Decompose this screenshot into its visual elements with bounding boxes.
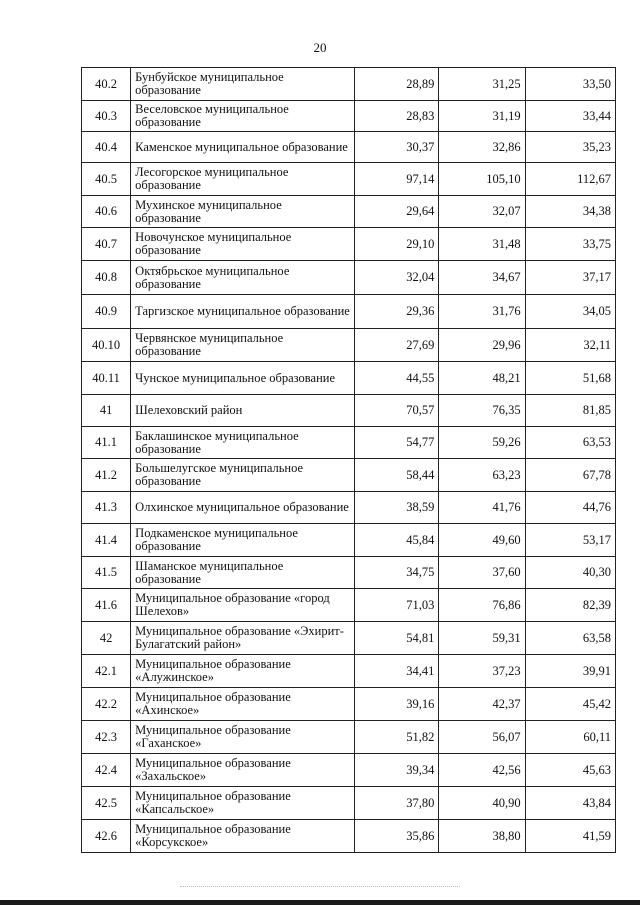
- row-number: 41.5: [82, 557, 131, 589]
- value-3: 44,76: [525, 492, 615, 524]
- value-2: 76,86: [439, 589, 525, 622]
- table-row: [82, 688, 616, 721]
- table-row: [82, 295, 616, 329]
- table-row: [82, 261, 616, 295]
- value-3: 112,67: [525, 163, 615, 196]
- municipality-name: Муниципальное образование «Ахинское»: [131, 688, 355, 721]
- value-1: 71,03: [355, 589, 439, 622]
- table-row: [82, 196, 616, 228]
- value-1: 27,69: [355, 329, 439, 362]
- row-number: 41.6: [82, 589, 131, 622]
- table-row: [82, 820, 616, 853]
- value-3: 63,58: [525, 622, 615, 655]
- value-2: 31,76: [439, 295, 525, 329]
- municipality-name: Муниципальное образование «город Шелехов»: [131, 589, 355, 622]
- value-3: 40,30: [525, 557, 615, 589]
- row-number: 40.10: [82, 329, 131, 362]
- municipality-name: Муниципальное образование «Корсукское»: [131, 820, 355, 853]
- table-row: [82, 492, 616, 524]
- table-row: [82, 362, 616, 395]
- value-3: 60,11: [525, 721, 615, 754]
- value-3: 33,75: [525, 228, 615, 261]
- value-1: 54,77: [355, 427, 439, 459]
- value-1: 34,41: [355, 655, 439, 688]
- row-number: 41: [82, 395, 131, 427]
- value-2: 42,37: [439, 688, 525, 721]
- table-row: [82, 228, 616, 261]
- value-3: 35,23: [525, 132, 615, 163]
- table-row: [82, 655, 616, 688]
- value-3: 67,78: [525, 459, 615, 492]
- municipality-name: Большелугское муниципальное образование: [131, 459, 355, 492]
- value-2: 59,26: [439, 427, 525, 459]
- municipality-name: Чунское муниципальное образование: [131, 362, 355, 395]
- table-row: [82, 557, 616, 589]
- row-number: 40.5: [82, 163, 131, 196]
- value-2: 31,25: [439, 68, 525, 101]
- value-3: 45,63: [525, 754, 615, 787]
- value-3: 41,59: [525, 820, 615, 853]
- municipality-name: Олхинское муниципальное образование: [131, 492, 355, 524]
- municipality-name: Лесогорское муниципальное образование: [131, 163, 355, 196]
- value-1: 70,57: [355, 395, 439, 427]
- municipality-name: Новочунское муниципальное образование: [131, 228, 355, 261]
- value-1: 29,36: [355, 295, 439, 329]
- table-row: [82, 589, 616, 622]
- value-2: 31,19: [439, 101, 525, 132]
- value-3: 32,11: [525, 329, 615, 362]
- row-number: 40.9: [82, 295, 131, 329]
- municipality-name: Бунбуйское муниципальное образование: [131, 68, 355, 101]
- row-number: 40.6: [82, 196, 131, 228]
- value-1: 39,34: [355, 754, 439, 787]
- value-2: 32,86: [439, 132, 525, 163]
- value-2: 49,60: [439, 524, 525, 557]
- municipality-name: Муниципальное образование «Эхирит-Булагатский район»: [131, 622, 355, 655]
- value-3: 81,85: [525, 395, 615, 427]
- value-3: 53,17: [525, 524, 615, 557]
- municipality-name: Муниципальное образование «Алужинское»: [131, 655, 355, 688]
- municipality-name: Муниципальное образование «Захальское»: [131, 754, 355, 787]
- value-2: 48,21: [439, 362, 525, 395]
- row-number: 42.2: [82, 688, 131, 721]
- value-1: 29,64: [355, 196, 439, 228]
- value-1: 51,82: [355, 721, 439, 754]
- value-2: 56,07: [439, 721, 525, 754]
- scan-bottom-edge: [0, 900, 640, 905]
- municipality-name: Баклашинское муниципальное образование: [131, 427, 355, 459]
- value-2: 42,56: [439, 754, 525, 787]
- municipality-name: Шаманское муниципальное образование: [131, 557, 355, 589]
- table-row: [82, 101, 616, 132]
- value-1: 32,04: [355, 261, 439, 295]
- value-3: 82,39: [525, 589, 615, 622]
- value-2: 29,96: [439, 329, 525, 362]
- municipality-name: Таргизское муниципальное образование: [131, 295, 355, 329]
- row-number: 40.8: [82, 261, 131, 295]
- value-1: 38,59: [355, 492, 439, 524]
- municipality-name: Шелеховский район: [131, 395, 355, 427]
- table-row: [82, 721, 616, 754]
- table-row: [82, 395, 616, 427]
- tariff-table: [81, 67, 616, 853]
- table-row: [82, 68, 616, 101]
- page-number: 20: [313, 40, 327, 55]
- row-number: 42.3: [82, 721, 131, 754]
- row-number: 40.4: [82, 132, 131, 163]
- municipality-name: Муниципальное образование «Гаханское»: [131, 721, 355, 754]
- value-1: 37,80: [355, 787, 439, 820]
- table-row: [82, 754, 616, 787]
- row-number: 42.4: [82, 754, 131, 787]
- value-3: 63,53: [525, 427, 615, 459]
- value-3: 51,68: [525, 362, 615, 395]
- municipality-name: Подкаменское муниципальное образование: [131, 524, 355, 557]
- value-2: 32,07: [439, 196, 525, 228]
- value-2: 59,31: [439, 622, 525, 655]
- table-row: [82, 459, 616, 492]
- value-1: 58,44: [355, 459, 439, 492]
- value-1: 29,10: [355, 228, 439, 261]
- table-row: [82, 524, 616, 557]
- value-1: 28,83: [355, 101, 439, 132]
- municipality-name: Червянское муниципальное образование: [131, 329, 355, 362]
- value-2: 37,23: [439, 655, 525, 688]
- value-2: 76,35: [439, 395, 525, 427]
- row-number: 41.1: [82, 427, 131, 459]
- value-3: 34,05: [525, 295, 615, 329]
- row-number: 41.3: [82, 492, 131, 524]
- row-number: 40.3: [82, 101, 131, 132]
- value-2: 105,10: [439, 163, 525, 196]
- row-number: 41.4: [82, 524, 131, 557]
- municipality-name: Октябрьское муниципальное образование: [131, 261, 355, 295]
- value-2: 34,67: [439, 261, 525, 295]
- row-number: 42.5: [82, 787, 131, 820]
- table-row: [82, 329, 616, 362]
- value-2: 41,76: [439, 492, 525, 524]
- value-3: 43,84: [525, 787, 615, 820]
- value-1: 54,81: [355, 622, 439, 655]
- value-2: 38,80: [439, 820, 525, 853]
- table-row: [82, 622, 616, 655]
- municipality-name: Веселовское муниципальное образование: [131, 101, 355, 132]
- row-number: 40.2: [82, 68, 131, 101]
- value-1: 30,37: [355, 132, 439, 163]
- value-3: 45,42: [525, 688, 615, 721]
- table-row: [82, 132, 616, 163]
- value-3: 37,17: [525, 261, 615, 295]
- value-2: 31,48: [439, 228, 525, 261]
- value-1: 44,55: [355, 362, 439, 395]
- value-1: 45,84: [355, 524, 439, 557]
- row-number: 42.1: [82, 655, 131, 688]
- value-3: 39,91: [525, 655, 615, 688]
- value-2: 63,23: [439, 459, 525, 492]
- municipality-name: Муниципальное образование «Капсальское»: [131, 787, 355, 820]
- table-row: [82, 787, 616, 820]
- table-row: [82, 427, 616, 459]
- scan-artifact-line: [180, 885, 460, 887]
- row-number: 42: [82, 622, 131, 655]
- value-1: 97,14: [355, 163, 439, 196]
- row-number: 40.7: [82, 228, 131, 261]
- value-2: 37,60: [439, 557, 525, 589]
- value-1: 28,89: [355, 68, 439, 101]
- value-3: 34,38: [525, 196, 615, 228]
- row-number: 40.11: [82, 362, 131, 395]
- value-3: 33,44: [525, 101, 615, 132]
- municipality-name: Каменское муниципальное образование: [131, 132, 355, 163]
- table-row: [82, 163, 616, 196]
- table-body: [82, 68, 616, 853]
- value-3: 33,50: [525, 68, 615, 101]
- value-1: 39,16: [355, 688, 439, 721]
- municipality-name: Мухинское муниципальное образование: [131, 196, 355, 228]
- value-1: 35,86: [355, 820, 439, 853]
- row-number: 42.6: [82, 820, 131, 853]
- row-number: 41.2: [82, 459, 131, 492]
- value-1: 34,75: [355, 557, 439, 589]
- value-2: 40,90: [439, 787, 525, 820]
